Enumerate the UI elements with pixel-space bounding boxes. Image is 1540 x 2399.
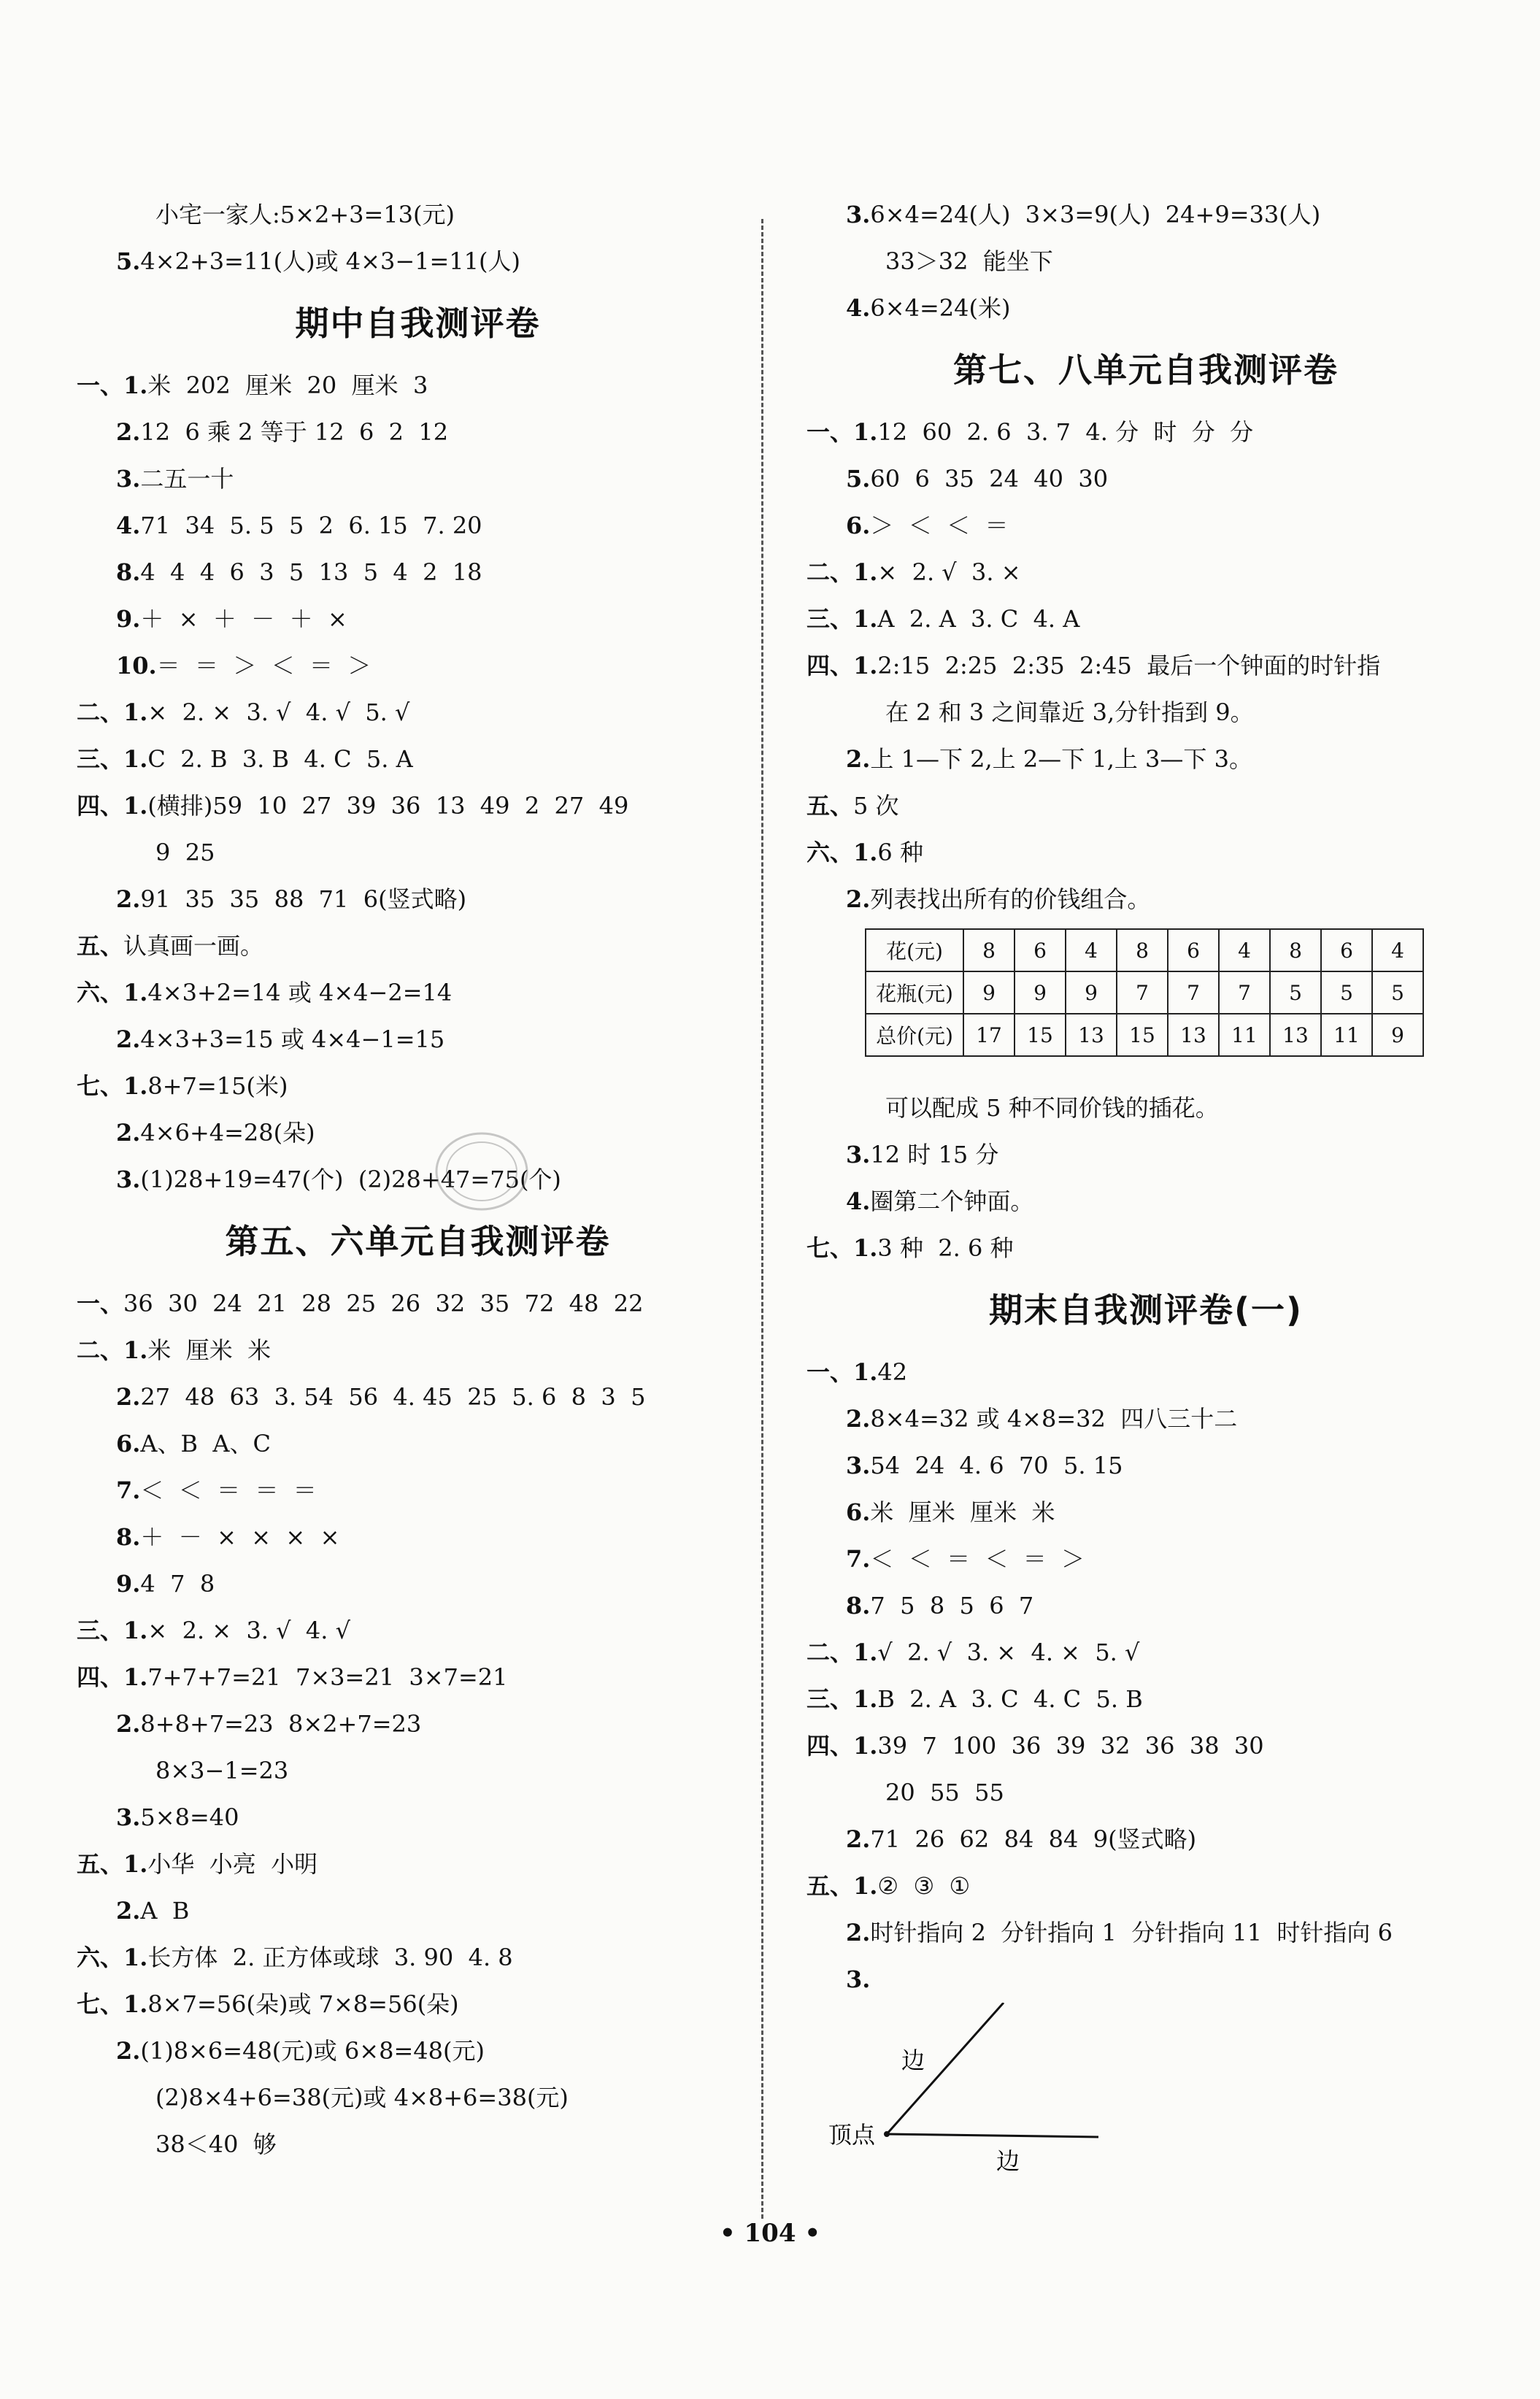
question-number: 七、1.: [77, 1990, 148, 2018]
answer-line: [77, 1156, 759, 1203]
row-header: 花(元): [866, 929, 963, 971]
answer-text: (2)8×4+6=38(元)或 4×8+6=38(元): [155, 2084, 569, 2111]
answer-line: [77, 549, 759, 596]
question-number: 7.: [846, 1545, 871, 1573]
table-cell: 9: [1015, 971, 1066, 1014]
answer-line: [806, 1629, 1485, 1676]
question-number: 三、1.: [77, 1617, 148, 1644]
answer-text: 12 时 15 分: [870, 1141, 999, 1168]
answer-line: [77, 238, 759, 285]
table-cell: 6: [1321, 929, 1372, 971]
answer-line: [77, 2074, 759, 2121]
answer-line: [806, 1536, 1485, 1582]
answer-line: [806, 1085, 1485, 1131]
answer-text: × 2. × 3. √ 4. √ 5. √: [147, 698, 410, 726]
question-number: 3.: [116, 1803, 141, 1831]
answer-text: ＞ ＜ ＜ ＝: [870, 512, 1009, 539]
table-cell: 9: [1372, 1014, 1423, 1056]
answer-line: [77, 1467, 759, 1514]
answer-line: [77, 1327, 759, 1374]
answer-line: [806, 1676, 1485, 1722]
question-number: 四、1.: [77, 1663, 148, 1691]
question-number: 2.: [116, 1897, 141, 1925]
answer-line: [806, 596, 1485, 642]
answer-text: 12 6 乘 2 等于 12 6 2 12: [140, 418, 449, 446]
answer-line: [77, 736, 759, 782]
row-header: 总价(元): [866, 1014, 963, 1056]
answer-line: [806, 191, 1485, 238]
question-number: 6.: [116, 1430, 141, 1458]
answer-line: [77, 1063, 759, 1109]
answer-text: 9 25: [155, 839, 215, 866]
answer-text: 上 1—下 2,上 2—下 1,上 3—下 3。: [870, 745, 1252, 773]
question-number: 五、1.: [806, 1872, 878, 1900]
row-header: 花瓶(元): [866, 971, 963, 1014]
answer-text: 5×8=40: [140, 1803, 239, 1831]
question-number: 五、: [806, 792, 854, 820]
answer-text: × 2. √ 3. ×: [877, 558, 1021, 586]
answer-line: [77, 1109, 759, 1156]
answer-line: [806, 1582, 1485, 1629]
answer-line: [77, 782, 759, 829]
question-number: 2.: [116, 1383, 141, 1411]
table-cell: 7: [1219, 971, 1270, 1014]
question-number: 二、1.: [77, 1336, 148, 1364]
price-table-wrap: [806, 923, 1485, 1085]
answer-line: [806, 1909, 1485, 1956]
answer-line: [77, 502, 759, 549]
table-cell: 5: [1270, 971, 1321, 1014]
answer-text: 6 种: [877, 839, 923, 866]
vertex-dot: [884, 2131, 890, 2137]
question-number: 二、1.: [806, 1639, 878, 1666]
answer-line: [77, 1841, 759, 1887]
question-number: 6.: [846, 512, 871, 539]
answer-text: 4 7 8: [140, 1570, 215, 1598]
answer-text: A B: [140, 1897, 190, 1925]
answer-line: [806, 1442, 1485, 1489]
answer-text: 38＜40 够: [155, 2130, 277, 2158]
angle-side-lower: [887, 2134, 1098, 2137]
answer-text: × 2. × 3. √ 4. √: [147, 1617, 350, 1644]
answer-text: 在 2 和 3 之间靠近 3,分针指到 9。: [885, 698, 1254, 726]
answer-line: [806, 1178, 1485, 1225]
question-number: 6.: [846, 1498, 871, 1526]
answer-line: [77, 969, 759, 1016]
answer-text: (横排)59 10 27 39 36 13 49 2 27 49: [147, 792, 629, 820]
answer-text: 8+8+7=23 8×2+7=23: [140, 1710, 422, 1738]
table-cell: 11: [1321, 1014, 1372, 1056]
answer-line: [806, 1816, 1485, 1863]
answer-text: 4×3+2=14 或 4×4−2=14: [147, 979, 453, 1006]
question-number: 二、1.: [77, 698, 148, 726]
answer-text: A 2. A 3. C 4. A: [877, 605, 1080, 633]
answer-text: ＋ × ＋ － ＋ ×: [140, 605, 347, 633]
answer-text: ＋ － × × × ×: [140, 1523, 340, 1551]
answer-text: 二五一十: [140, 465, 234, 493]
answer-text: ＜ ＜ ＝ ＜ ＝ ＞: [870, 1545, 1085, 1573]
table-cell: 5: [1372, 971, 1423, 1014]
table-cell: 15: [1015, 1014, 1066, 1056]
answer-line: [77, 2028, 759, 2074]
answer-line: [806, 1349, 1485, 1395]
answer-line: [806, 829, 1485, 876]
table-cell: 6: [1015, 929, 1066, 971]
answer-line: [77, 876, 759, 923]
answer-text: ＜ ＜ ＝ ＝ ＝: [140, 1476, 317, 1504]
answer-line: [806, 238, 1485, 285]
answer-line: [77, 1016, 759, 1063]
answer-line: [77, 1607, 759, 1654]
answer-text: 米 202 厘米 20 厘米 3: [147, 371, 428, 399]
answer-line: [77, 1280, 759, 1327]
answer-line: [806, 736, 1485, 782]
answer-text: 8+7=15(米): [147, 1072, 288, 1100]
table-cell: 9: [1066, 971, 1117, 1014]
section-title: 期末自我测评卷(一): [988, 1290, 1304, 1330]
table-cell: 4: [1219, 929, 1270, 971]
table-cell: 13: [1066, 1014, 1117, 1056]
question-number: 一、1.: [77, 371, 148, 399]
answer-text: 认真画一画。: [123, 932, 264, 960]
column-divider: [761, 219, 763, 2219]
question-number: 5.: [846, 465, 871, 493]
table-cell: 15: [1117, 1014, 1168, 1056]
left-column: [77, 191, 759, 2168]
question-number: 3.: [846, 1141, 871, 1168]
table-cell: 7: [1117, 971, 1168, 1014]
answer-text: 4×3+3=15 或 4×4−1=15: [140, 1025, 445, 1053]
answer-text: 6×4=24(米): [870, 294, 1011, 322]
question-number: 4.: [116, 512, 141, 539]
answer-text: 4 4 4 6 3 5 13 5 4 2 18: [140, 558, 482, 586]
answer-line: [806, 1722, 1485, 1769]
answer-line: [806, 409, 1485, 455]
question-number: 3.: [846, 1965, 871, 1993]
answer-text: ＝ ＝ ＞ ＜ ＝ ＞: [156, 652, 371, 679]
answer-line: [806, 642, 1485, 689]
question-number: 4.: [846, 294, 871, 322]
table-cell: 7: [1168, 971, 1219, 1014]
question-number: 9.: [116, 605, 141, 633]
side-label-lower: 边: [996, 2147, 1020, 2175]
answer-text: 8×4=32 或 4×8=32 四八三十二: [870, 1405, 1238, 1433]
answer-text: 长方体 2. 正方体或球 3. 90 4. 8: [147, 1944, 513, 1971]
answer-line: [77, 2121, 759, 2168]
answer-line: [77, 923, 759, 969]
question-number: 六、1.: [77, 979, 148, 1006]
answer-text: 54 24 4. 6 70 5. 15: [870, 1452, 1123, 1479]
question-number: 四、1.: [77, 792, 148, 820]
answer-line: [77, 1560, 759, 1607]
answer-line: [77, 1374, 759, 1420]
answer-line: [806, 1395, 1485, 1442]
answer-text: 71 34 5. 5 5 2 6. 15 7. 20: [140, 512, 482, 539]
section-title: 期中自我测评卷: [295, 304, 541, 343]
table-cell: 13: [1168, 1014, 1219, 1056]
table-cell: 8: [963, 929, 1015, 971]
answer-line: [806, 876, 1485, 923]
question-number: 8.: [846, 1592, 871, 1620]
answer-line: [806, 1956, 1485, 2003]
table-row: [866, 929, 1423, 971]
answer-text: 米 厘米 厘米 米: [870, 1498, 1055, 1526]
answer-text: 6×4=24(人) 3×3=9(人) 24+9=33(人): [870, 201, 1321, 228]
answer-line: [77, 1654, 759, 1701]
answer-line: [77, 191, 759, 238]
answer-text: 4×6+4=28(朵): [140, 1119, 315, 1147]
question-number: 三、1.: [77, 745, 148, 773]
answer-line: [806, 1863, 1485, 1909]
answer-text: 4×2+3=11(人)或 4×3−1=11(人): [140, 247, 520, 275]
answer-line: [806, 455, 1485, 502]
answer-line: [806, 1489, 1485, 1536]
right-column: [806, 191, 1485, 2178]
answer-line: [77, 409, 759, 455]
table-cell: 4: [1372, 929, 1423, 971]
angle-diagram: [806, 2003, 1485, 2178]
answer-text: 20 55 55: [885, 1779, 1004, 1806]
answer-line: [77, 362, 759, 409]
question-number: 四、1.: [806, 652, 878, 679]
table-cell: 5: [1321, 971, 1372, 1014]
question-number: 2.: [116, 1025, 141, 1053]
question-number: 3.: [846, 201, 871, 228]
question-number: 五、: [77, 932, 124, 960]
answer-text: B 2. A 3. C 4. C 5. B: [877, 1685, 1143, 1713]
answer-line: [77, 1514, 759, 1560]
question-number: 8.: [116, 558, 141, 586]
answer-text: 3 种 2. 6 种: [877, 1234, 1014, 1262]
answer-line: [77, 1794, 759, 1841]
answer-text: 39 7 100 36 39 32 36 38 30: [877, 1732, 1264, 1760]
answer-text: 8×3−1=23: [155, 1757, 289, 1784]
question-number: 三、1.: [806, 1685, 878, 1713]
answer-text: √ 2. √ 3. × 4. × 5. √: [877, 1639, 1140, 1666]
table-cell: 6: [1168, 929, 1219, 971]
question-number: 2.: [116, 1710, 141, 1738]
table-cell: 4: [1066, 929, 1117, 971]
question-number: 一、1.: [806, 1358, 878, 1386]
answer-line: [806, 782, 1485, 829]
table-cell: 17: [963, 1014, 1015, 1056]
question-number: 六、1.: [806, 839, 878, 866]
answer-text: 7 5 8 5 6 7: [870, 1592, 1034, 1620]
answer-line: [77, 1420, 759, 1467]
question-number: 六、1.: [77, 1944, 148, 1971]
question-number: 五、1.: [77, 1850, 148, 1878]
answer-text: 60 6 35 24 40 30: [870, 465, 1109, 493]
answer-text: 27 48 63 3. 54 56 4. 45 25 5. 6 8 3 5: [140, 1383, 646, 1411]
question-number: 5.: [116, 247, 141, 275]
question-number: 2.: [116, 2037, 141, 2065]
answer-text: 5 次: [853, 792, 899, 820]
angle-figure: [806, 2003, 1259, 2178]
answer-line: [77, 642, 759, 689]
question-number: 2.: [116, 418, 141, 446]
answer-line: [77, 1934, 759, 1981]
question-number: 3.: [116, 1166, 141, 1193]
answer-text: 时针指向 2 分针指向 1 分针指向 11 时针指向 6: [870, 1919, 1393, 1946]
question-number: 9.: [116, 1570, 141, 1598]
question-number: 2.: [846, 1919, 871, 1946]
question-number: 2.: [846, 745, 871, 773]
answer-text: (1)8×6=48(元)或 6×8=48(元): [140, 2037, 485, 2065]
question-number: 3.: [116, 465, 141, 493]
section-title: 第七、八单元自我测评卷: [953, 350, 1339, 390]
answer-line: [77, 455, 759, 502]
table-cell: 8: [1270, 929, 1321, 971]
question-number: 2.: [116, 885, 141, 913]
answer-line: [806, 1769, 1485, 1816]
answer-text: 小华 小亮 小明: [147, 1850, 318, 1878]
question-number: 四、1.: [806, 1732, 878, 1760]
question-number: 三、1.: [806, 605, 878, 633]
question-number: 2.: [116, 1119, 141, 1147]
answer-text: 可以配成 5 种不同价钱的插花。: [885, 1094, 1219, 1122]
answer-text: 8×7=56(朵)或 7×8=56(朵): [147, 1990, 459, 2018]
price-combination-table: [865, 928, 1424, 1057]
watermark-stamp: [431, 1128, 533, 1215]
question-number: 3.: [846, 1452, 871, 1479]
answer-text: C 2. B 3. B 4. C 5. A: [147, 745, 413, 773]
answer-line: [77, 1701, 759, 1747]
question-number: 8.: [116, 1523, 141, 1551]
answer-text: 91 35 35 88 71 6(竖式略): [140, 885, 467, 913]
question-number: 七、1.: [806, 1234, 878, 1262]
answer-text: 36 30 24 21 28 25 26 32 35 72 48 22: [123, 1290, 644, 1317]
answer-text: 圈第二个钟面。: [870, 1187, 1034, 1215]
answer-line: [806, 285, 1485, 331]
table-cell: 11: [1219, 1014, 1270, 1056]
answer-text: 42: [877, 1358, 908, 1386]
answer-text: ② ③ ①: [877, 1872, 971, 1900]
answer-text: A、B A、C: [140, 1430, 271, 1458]
answer-text: 7+7+7=21 7×3=21 3×7=21: [147, 1663, 508, 1691]
question-number: 2.: [846, 1825, 871, 1853]
table-cell: 13: [1270, 1014, 1321, 1056]
answer-line: [806, 689, 1485, 736]
question-number: 一、: [77, 1290, 124, 1317]
question-number: 2.: [846, 1405, 871, 1433]
question-number: 4.: [846, 1187, 871, 1215]
answer-line: [77, 1747, 759, 1794]
side-label-upper: 边: [901, 2046, 925, 2074]
vertex-label: 顶点: [828, 2121, 876, 2149]
page-number: • 104 •: [719, 2219, 821, 2248]
answer-text: 12 60 2. 6 3. 7 4. 分 时 分 分: [877, 418, 1254, 446]
question-number: 二、1.: [806, 558, 878, 586]
answer-line: [77, 689, 759, 736]
answer-line: [77, 1981, 759, 2028]
question-number: 2.: [846, 885, 871, 913]
answer-line: [806, 549, 1485, 596]
question-number: 七、1.: [77, 1072, 148, 1100]
section-title: 第五、六单元自我测评卷: [225, 1222, 611, 1261]
answer-line: [806, 502, 1485, 549]
answer-line: [77, 829, 759, 876]
answer-text: 2:15 2:25 2:35 2:45 最后一个钟面的时针指: [877, 652, 1381, 679]
answer-line: [77, 1887, 759, 1934]
question-number: 一、1.: [806, 418, 878, 446]
answer-text: 33＞32 能坐下: [885, 247, 1053, 275]
answer-text: (1)28+19=47(个) (2)28+47=75(个): [140, 1166, 561, 1193]
answer-text: 71 26 62 84 84 9(竖式略): [870, 1825, 1197, 1853]
question-number: 10.: [116, 652, 157, 679]
answer-line: [806, 1225, 1485, 1271]
table-cell: 8: [1117, 929, 1168, 971]
answer-text: 列表找出所有的价钱组合。: [870, 885, 1151, 913]
answer-text: 小宅一家人:5×2+3=13(元): [155, 201, 455, 228]
table-row: [866, 971, 1423, 1014]
table-row: [866, 1014, 1423, 1056]
answer-line: [806, 1131, 1485, 1178]
answer-line: [77, 596, 759, 642]
question-number: 7.: [116, 1476, 141, 1504]
table-cell: 9: [963, 971, 1015, 1014]
answer-text: 米 厘米 米: [147, 1336, 272, 1364]
